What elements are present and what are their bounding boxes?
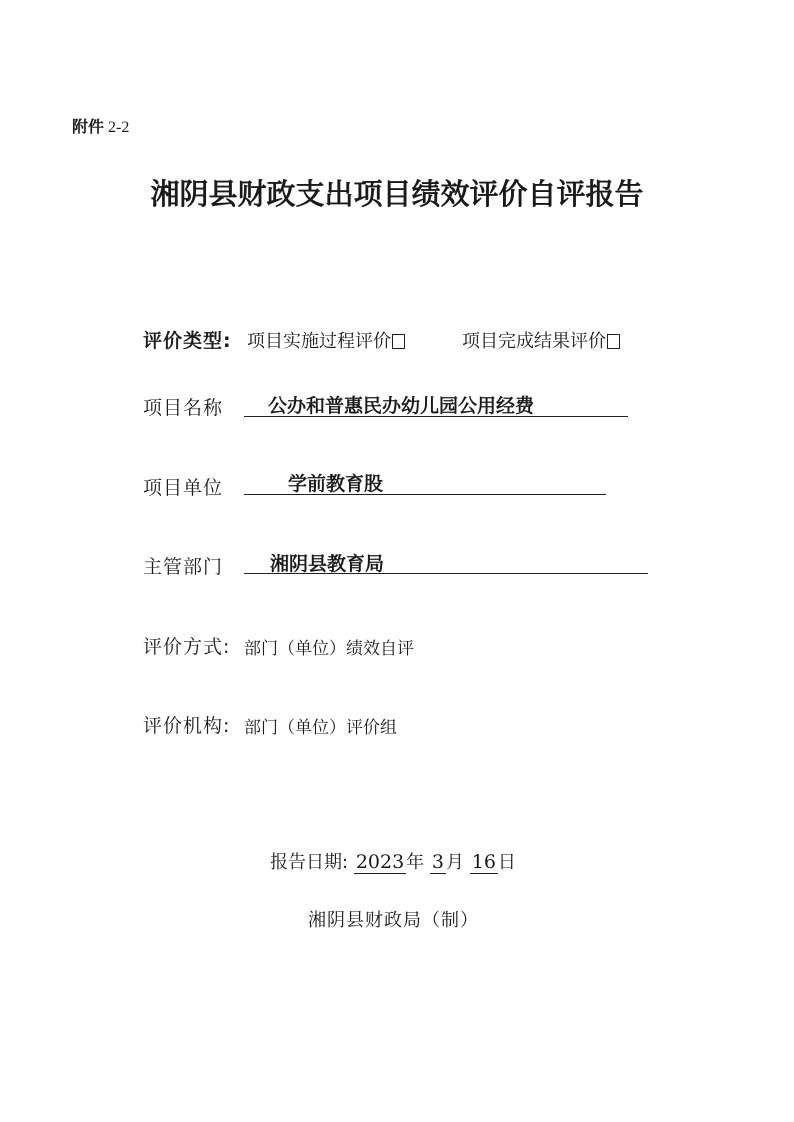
project-name-value: 公办和普惠民办幼儿园公用经费	[268, 395, 535, 417]
eval-type-result-text: 项目完成结果评价	[462, 331, 606, 352]
project-unit-label: 项目单位	[143, 477, 224, 499]
attachment-text: 附件	[72, 117, 105, 136]
eval-type-result-option[interactable]	[462, 327, 620, 353]
eval-type-process-text: 项目实施过程评价	[247, 331, 391, 352]
report-date-day-unit: 日	[497, 852, 516, 873]
report-date-year-unit: 年	[406, 852, 425, 873]
attachment-number: 2-2	[108, 119, 130, 136]
report-date-month-unit: 月	[446, 852, 464, 873]
eval-type-process-option[interactable]	[247, 327, 405, 353]
project-unit-value: 学前教育股	[288, 473, 384, 495]
authority-value: 湘阴县教育局	[270, 553, 385, 575]
report-date-month: 3	[431, 851, 444, 873]
eval-method-label: 评价方式:	[143, 636, 231, 658]
eval-method-value: 部门（单位）绩效自评	[244, 639, 414, 659]
eval-agency-label: 评价机构:	[143, 715, 231, 737]
report-date	[270, 848, 516, 874]
document-title: 湘阴县财政支出项目绩效评价自评报告	[150, 177, 644, 211]
report-date-year: 2023	[355, 851, 405, 873]
report-date-label: 报告日期:	[270, 852, 349, 873]
eval-agency-value: 部门（单位）评价组	[244, 718, 397, 738]
authority-label: 主管部门	[143, 556, 224, 578]
process-checkbox[interactable]	[392, 334, 405, 349]
attachment-label	[72, 114, 129, 137]
eval-type-label: 评价类型:	[143, 330, 232, 352]
project-name-label: 项目名称	[143, 397, 224, 419]
issuer: 湘阴县财政局（制）	[308, 910, 479, 931]
report-date-day: 16	[471, 851, 496, 873]
result-checkbox[interactable]	[607, 334, 620, 349]
